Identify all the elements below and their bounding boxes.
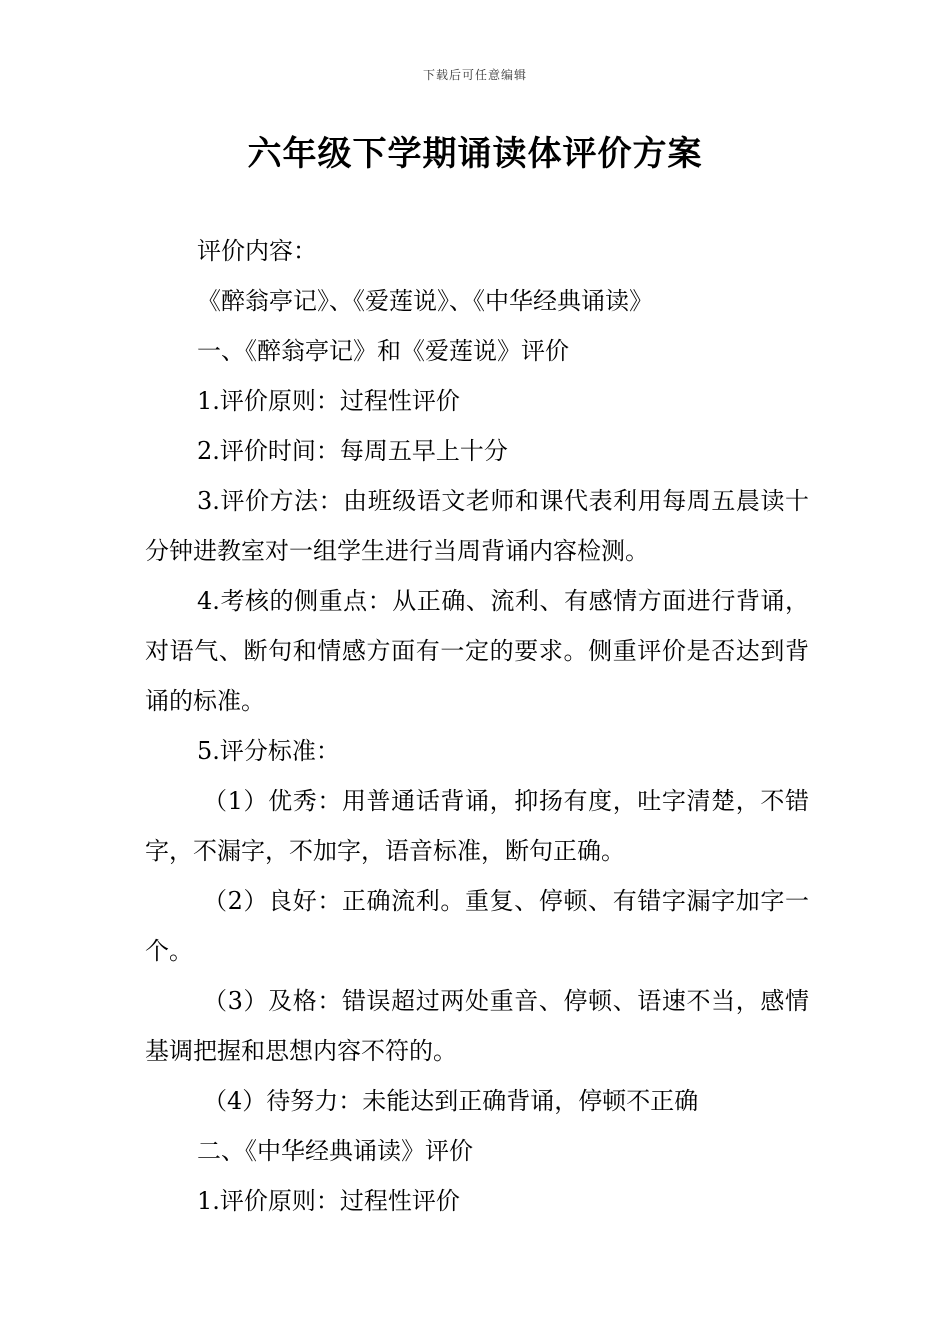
paragraph-eval-content-list: 《醉翁亭记》、《爱莲说》、《中华经典诵读》 (197, 287, 653, 315)
paragraph-needs-work: （4）待努力：未能达到正确背诵，停顿不正确 (203, 1087, 699, 1115)
paragraph-principle-2: 1.评价原则：过程性评价 (197, 1187, 460, 1215)
paragraph-time: 2.评价时间：每周五早上十分 (197, 437, 508, 465)
paragraph-scoring-heading: 5.评分标准： (197, 737, 340, 765)
paragraph-principle: 1.评价原则：过程性评价 (197, 387, 460, 415)
section-heading-1: 一、《醉翁亭记》和《爱莲说》评价 (197, 337, 569, 365)
paragraph-focus: 4.考核的侧重点：从正确、流利、有感情方面进行背诵，对语气、断句和情感方面有一定的要求。侧重评价是否达到背诵的标准。 (145, 587, 809, 715)
section-heading-2: 二、《中华经典诵读》评价 (197, 1137, 473, 1165)
document-body (145, 226, 809, 1226)
paragraph-excellent: （1）优秀：用普通话背诵，抑扬有度，吐字清楚，不错字，不漏字，不加字，语音标准，断句正确。 (145, 787, 809, 865)
document-title: 六年级下学期诵读体评价方案 (247, 134, 703, 174)
paragraph-good: （2）良好：正确流利。重复、停顿、有错字漏字加字一个。 (145, 887, 809, 965)
paragraph-eval-content-heading: 评价内容： (197, 237, 317, 265)
header-note: 下载后可任意编辑 (422, 68, 527, 82)
paragraph-pass: （3）及格：错误超过两处重音、停顿、语速不当，感情基调把握和思想内容不符的。 (145, 987, 809, 1065)
paragraph-method: 3.评价方法：由班级语文老师和课代表利用每周五晨读十分钟进教室对一组学生进行当周背诵内容检测。 (145, 487, 809, 565)
